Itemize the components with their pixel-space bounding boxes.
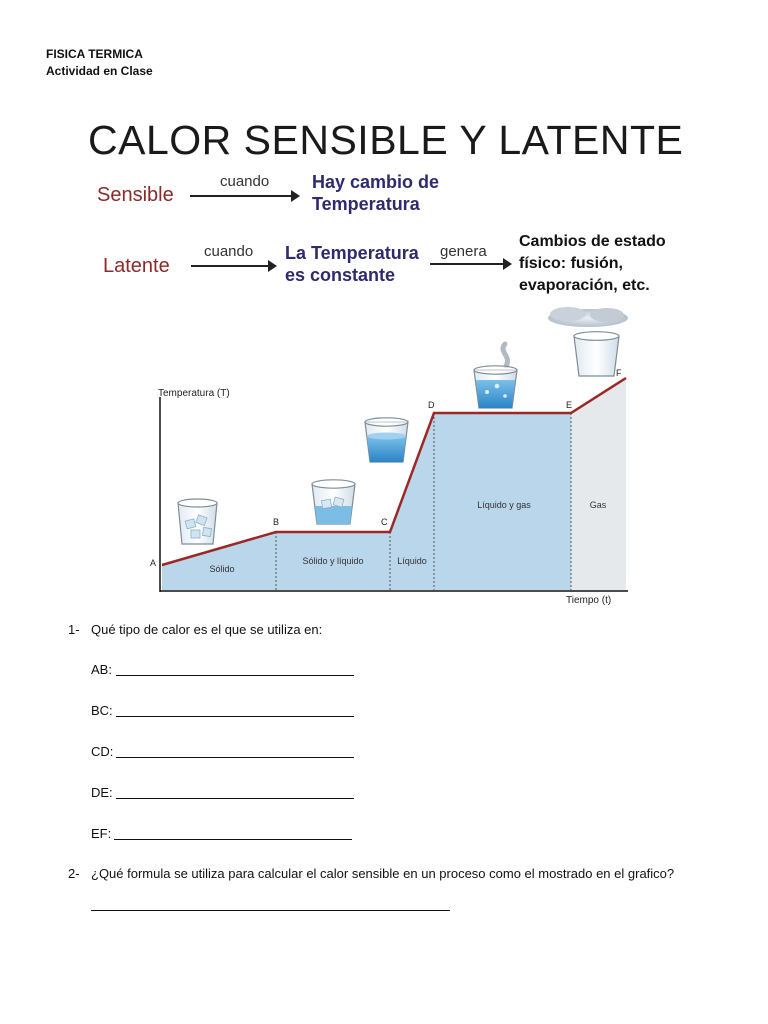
latente-connector2: genera <box>440 243 487 260</box>
sensible-connector: cuando <box>220 173 270 190</box>
glass-water-icon <box>365 418 408 462</box>
point-c: C <box>381 517 388 527</box>
point-a: A <box>150 558 157 568</box>
sensible-result-line1: Hay cambio de <box>312 172 440 192</box>
latente-connector: cuando <box>204 243 254 260</box>
latente-effect-line1: Cambios de estado <box>519 233 666 250</box>
region-label-gas: Gas <box>589 500 607 510</box>
y-axis-label: Temperatura (T) <box>158 388 230 399</box>
x-axis-label: Tiempo (t) <box>566 595 612 606</box>
answer-cd-label: CD: <box>91 744 114 759</box>
course-title: FISICA TERMICA <box>46 47 143 61</box>
point-e: E <box>566 400 573 410</box>
latente-result-line2: es constante <box>285 265 396 285</box>
point-b: B <box>273 517 280 527</box>
question-2-text: ¿Qué formula se utiliza para calcular el calor sensible en un proceso como el mostrado en el grafico? <box>91 866 675 881</box>
answer-de-label: DE: <box>91 785 113 800</box>
question-1-text: Qué tipo de calor es el que se utiliza en: <box>91 622 323 637</box>
answer-bc-label: BC: <box>91 703 113 718</box>
latente-effect-line3: evaporación, etc. <box>519 277 650 294</box>
answer-ef-field[interactable] <box>114 839 352 840</box>
answer-ab-label: AB: <box>91 662 112 677</box>
region-label-solid: Sólido <box>209 564 235 574</box>
answer-ab-field[interactable] <box>116 675 354 676</box>
latente-result-line1: La Temperatura <box>285 243 419 263</box>
answer-ef-label: EF: <box>91 826 112 841</box>
glass-boiling-icon <box>474 344 517 408</box>
region-gas-fill <box>571 378 626 590</box>
region-label-liquid-gas: Líquido y gas <box>477 500 531 510</box>
answer-de-field[interactable] <box>116 798 354 799</box>
answer-formula-field[interactable] <box>91 910 450 911</box>
page-title: CALOR SENSIBLE Y LATENTE <box>88 117 684 163</box>
glass-ice-water-icon <box>312 480 355 524</box>
sensible-result-line2: Temperatura <box>312 194 420 214</box>
region-label-liquid: Líquido <box>397 556 427 566</box>
point-d: D <box>428 400 435 410</box>
question-1-number: 1- <box>68 622 80 637</box>
sensible-label: Sensible <box>97 184 174 206</box>
answer-cd-field[interactable] <box>116 757 354 758</box>
latente-effect-line2: físico: fusión, <box>519 255 623 272</box>
glass-steam-cloud-icon <box>548 307 628 376</box>
question-2-number: 2- <box>68 866 80 881</box>
latente-label: Latente <box>103 255 170 277</box>
answer-bc-field[interactable] <box>116 716 354 717</box>
glass-ice-icon <box>178 499 217 544</box>
point-f: F <box>616 368 622 378</box>
activity-subtitle: Actividad en Clase <box>46 64 153 78</box>
region-label-solid-liquid: Sólido y líquido <box>302 556 364 566</box>
